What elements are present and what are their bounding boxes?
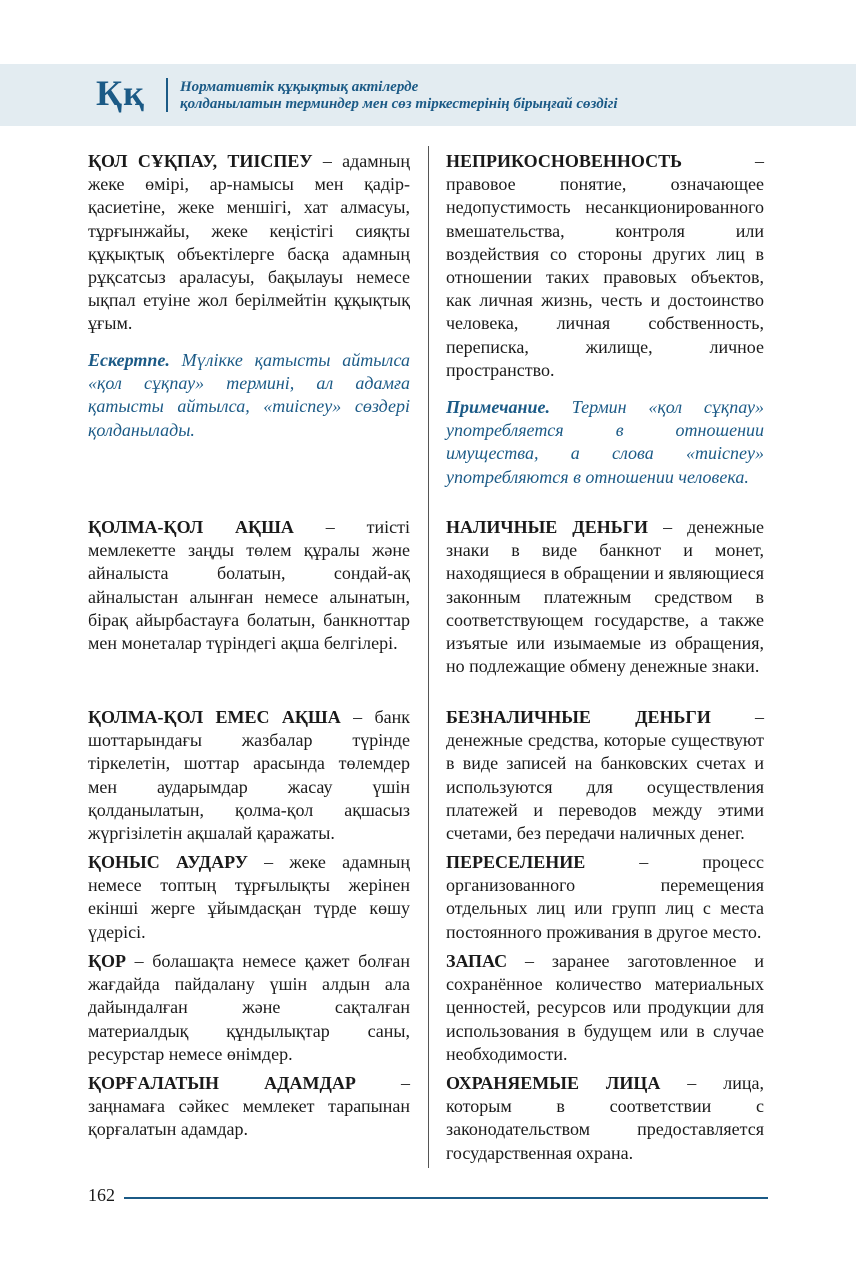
- entry-definition: – адамның жеке өмірі, ар-намысы мен қадір-қасиетіне, жеке меншігі, хат алмасуы, тұрғынжайы, жеке кеңістігі сияқты құқықтық объектілерге басқа адамның рұқсатсыз араласуы, бақылауы немесе ықпал етуіне жол берілмейтін құқықтық ұғым.: [88, 151, 410, 334]
- entry-kk-qonys-audaru: [88, 851, 410, 944]
- header-title-line-2: қолданылатын терминдер мен сөз тіркестерінің бірыңғай сөздігі: [180, 96, 618, 112]
- entry-definition: – банк шоттарындағы жазбалар түрінде тіркелетін, шоттар арасында төлемдер мен аударымдар жасау үшін қолданылатын, қолма-қол ақшасыз жүргізілетін ақшалай қаражаты.: [88, 707, 410, 844]
- note-text: Мүлікке қатысты айтылса «қол сұқпау» термині, ал адамға қатысты айтылса, «тиіспеу» сөздері қолданылады.: [88, 350, 410, 440]
- entry-kk-qol-suqpau: [88, 150, 410, 336]
- entry-term: БЕЗНАЛИЧНЫЕ ДЕНЬГИ: [446, 707, 711, 727]
- entry-definition: – процесс организованного перемещения отдельных лиц или групп лиц с места постоянного проживания в другое место.: [446, 852, 764, 942]
- entry-term: ҚОЛМА-ҚОЛ АҚША: [88, 517, 294, 537]
- entry-definition: – заранее заготовленное и сохранённое количество материальных ценностей, ресурсов или продукции для использования в будущем или в случае необходимости.: [446, 951, 764, 1064]
- note-label: Примечание.: [446, 397, 551, 417]
- entry-definition: – тиісті мемлекетте заңды төлем құралы және айналыста болатын, сондай-ақ айналыстан алынған немесе алынатын, бірақ айырбастауға болатын, банкноттар мен монеталар түріндегі ақша белгілері.: [88, 517, 411, 654]
- entry-definition: – денежные средства, которые существуют в виде записей на банковских счетах и используются для осуществления платежей и переводов между этими счетами, без передачи наличных денег.: [446, 707, 764, 844]
- header-title-line-1: Нормативтік құқықтық актілерде: [180, 79, 419, 95]
- entry-term: ПЕРЕСЕЛЕНИЕ: [446, 852, 586, 872]
- entry-kk-qorgalatyn-adamdar: [88, 1072, 410, 1142]
- entry-term: НАЛИЧНЫЕ ДЕНЬГИ: [446, 517, 649, 537]
- entry-term: ОХРАНЯЕМЫЕ ЛИЦА: [446, 1073, 661, 1093]
- entry-definition: – болашақта немесе қажет болған жағдайда пайдалану үшін алдын ала дайындалған және сақталған материалдық құндылықтар саны, ресурстар немесе өнімдер.: [88, 951, 410, 1064]
- entry-kk-qolma-qol-emes-aqsha: [88, 706, 410, 845]
- note-label: Ескертпе.: [88, 350, 170, 370]
- entry-definition: – заңнамаға сәйкес мемлекет тарапынан қорғалатын адамдар.: [88, 1073, 411, 1140]
- running-header-title: [180, 79, 618, 113]
- entry-ru-pereselenie: [446, 851, 764, 944]
- header-divider: [166, 78, 168, 112]
- entry-term: ҚОРҒАЛАТЫН АДАМДАР: [88, 1073, 356, 1093]
- entry-ru-nalichnye-dengi: [446, 516, 764, 678]
- entry-kk-qor: [88, 950, 410, 1066]
- entry-term: ЗАПАС: [446, 951, 508, 971]
- entry-term: ҚОЛМА-ҚОЛ ЕМЕС АҚША: [88, 707, 341, 727]
- entry-term: НЕПРИКОСНОВЕННОСТЬ: [446, 151, 682, 171]
- entry-term: ҚОЛ СҰҚПАУ, ТИІСПЕУ: [88, 151, 313, 171]
- note-ru-primechanie: [446, 396, 764, 489]
- entry-definition: – лица, которым в соответствии с законодательством предоставляется государственная охрана.: [446, 1073, 764, 1163]
- page-number: 162: [88, 1185, 115, 1205]
- entry-ru-okhranyaemye-litsa: [446, 1072, 764, 1165]
- entry-ru-zapas: [446, 950, 764, 1066]
- entry-term: ҚОР: [88, 951, 127, 971]
- entry-kk-qolma-qol-aqsha: [88, 516, 410, 655]
- note-text: Термин «қол сұқпау» употребляется в отношении имущества, а слова «тиіспеу» употребляются в отношении человека.: [446, 397, 764, 487]
- section-letter: Ққ: [96, 73, 145, 113]
- entry-ru-beznalichnye-dengi: [446, 706, 764, 845]
- entry-definition: – правовое понятие, означающее недопустимость несанкционированного вмешательства, контроля или воздействия со стороны других лиц в отношении таких правовых объектов, как личная жизнь, честь и достоинство человека, личная собственность, переписка, жилище, личное пространство.: [446, 151, 764, 380]
- footer-rule: [124, 1197, 768, 1199]
- entry-ru-neprikosnovennost: [446, 150, 764, 382]
- column-divider: [428, 146, 429, 1168]
- note-kk-eskertpe: [88, 349, 410, 442]
- entry-definition: – денежные знаки в виде банкнот и монет, находящиеся в обращении и являющиеся законным платежным средством в соответствующем государстве, а также изъятые или изымаемые из обращения, но подлежащие обмену денежные знаки.: [446, 517, 764, 677]
- entry-definition: – жеке адамның немесе топтың тұрғылықты жерінен екінші жерге ұйымдасқан түрде көшу үдерісі.: [88, 852, 410, 942]
- entry-term: ҚОНЫС АУДАРУ: [88, 852, 248, 872]
